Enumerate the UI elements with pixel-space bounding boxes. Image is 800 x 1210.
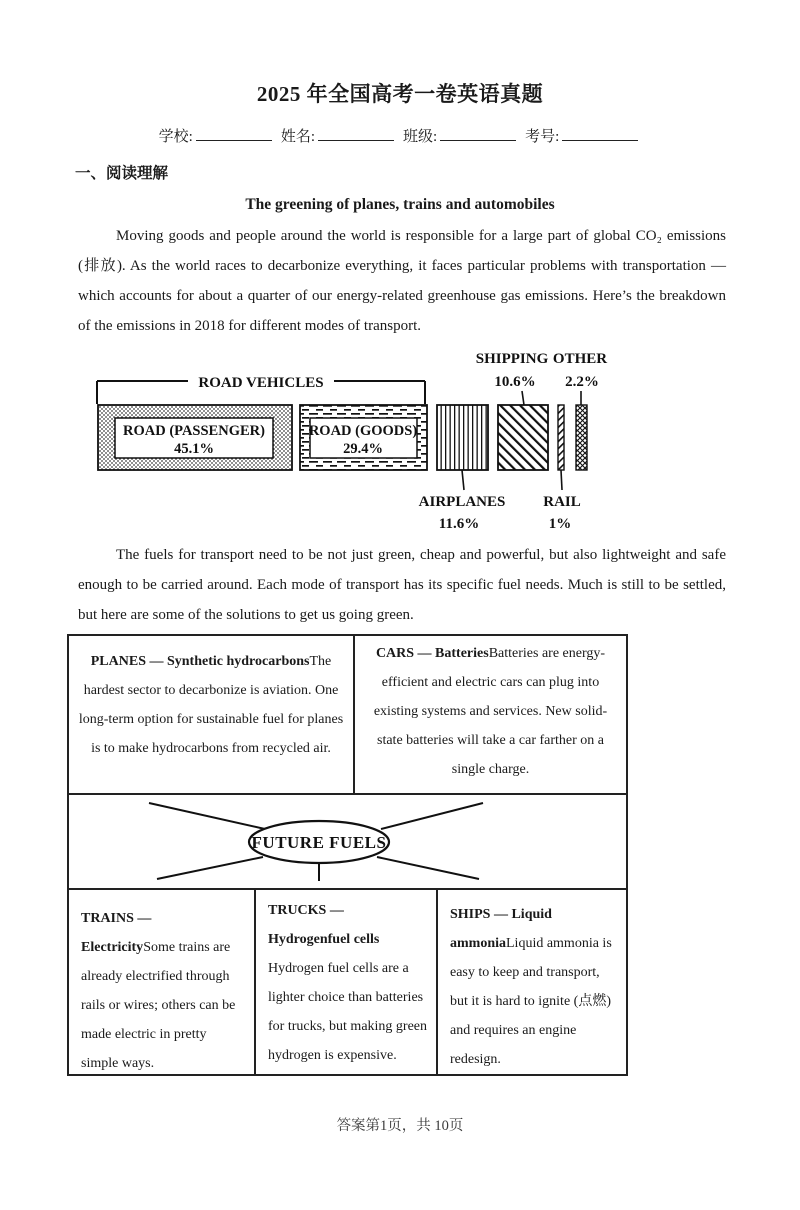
cars-body: Batteries are energy-efficient and electric cars can plug into existing systems and services. New solid-state batteries will take a car farther on a single charge.: [373, 646, 608, 777]
exam-no-label: 考号:: [525, 129, 560, 145]
goods-name: ROAD (GOODS): [308, 423, 418, 439]
airplanes-connector-line: [462, 470, 464, 490]
shipping-value: 10.6%: [494, 374, 536, 390]
trucks-heading: TRUCKS — Hydrogenfuel cells: [268, 903, 380, 947]
trains-cell: [69, 890, 256, 1074]
future-fuels-label: FUTURE FUELS: [251, 833, 387, 852]
emissions-chart: [85, 348, 800, 533]
paragraph-1: Moving goods and people around the world is responsible for a large part of global CO₂ emissions (排放). As the world races to decarbonize everything, it faces particular problems with transportation — which accounts for about a quarter of our energy-related greenhouse gas emissions. Here’s the breakdown of the emissions in 2018 for different modes of transport.: [78, 228, 726, 334]
page-footer: 答案第1页，共 10页: [336, 1118, 464, 1134]
table-row-center: [69, 795, 626, 890]
future-fuels-table: [67, 634, 628, 1076]
school-blank: [196, 126, 272, 141]
shipping-connector-line: [522, 391, 524, 405]
exam-page: [0, 78, 800, 1210]
section-heading: 一、阅读理解: [75, 165, 169, 182]
other-bar: [576, 405, 587, 470]
student-info-form: [0, 125, 800, 146]
future-fuels-diagram: [69, 795, 626, 888]
class-blank: [440, 126, 516, 141]
rail-bar: [558, 405, 564, 470]
shipping-label: SHIPPING: [475, 351, 549, 367]
airplanes-value: 11.6%: [438, 516, 480, 532]
spoke-top-right: [381, 803, 483, 829]
rail-value: 1%: [548, 516, 572, 532]
other-label: OTHER: [552, 351, 608, 367]
airplanes-bar: [437, 405, 488, 470]
exam-no-blank: [562, 126, 638, 141]
table-row-bottom: [69, 890, 626, 1074]
class-label: 班级:: [403, 129, 438, 145]
passenger-name: ROAD (PASSENGER): [123, 423, 265, 439]
planes-body: The hardest sector to decarbonize is aviation. One long-term option for sustainable fuel for planes is to make hydrocarbons from recycled air.: [78, 654, 344, 756]
spoke-bottom-right: [377, 857, 479, 879]
trucks-body: Hydrogen fuel cells are a lighter choice than batteries for trucks, but making green hydrogen is expensive.: [268, 961, 428, 1063]
ships-heading: SHIPS — Liquid ammonia: [450, 907, 552, 951]
road-vehicles-label: ROAD VEHICLES: [198, 375, 324, 391]
name-label: 姓名:: [280, 129, 315, 145]
ships-body: Liquid ammonia is easy to keep and transport, but it is hard to ignite (点燃) and requires an engine redesign.: [450, 936, 612, 1067]
spoke-top-left: [149, 803, 265, 829]
planes-cell: [69, 636, 355, 793]
goods-value: 29.4%: [343, 441, 383, 457]
name-blank: [318, 126, 394, 141]
planes-heading: PLANES — Synthetic hydrocarbons: [90, 654, 310, 669]
emissions-chart-svg: [85, 348, 625, 533]
spoke-bottom-left: [157, 857, 263, 879]
table-row-top: [69, 636, 626, 795]
cars-heading: CARS — Batteries: [375, 646, 489, 661]
other-value: 2.2%: [565, 374, 599, 390]
trains-heading: TRAINS — Electricity: [81, 911, 152, 955]
ships-cell: [438, 890, 626, 1074]
article-title: The greening of planes, trains and automobiles: [245, 196, 555, 213]
rail-label: RAIL: [543, 494, 581, 510]
paragraph-2: The fuels for transport need to be not just green, cheap and powerful, but also lightweight and safe enough to be carried around. Each mode of transport has its specific fuel needs. Much is still to be settled, but here are some of the solutions to get us going green.: [78, 547, 726, 623]
trains-body: Some trains are already electrified through rails or wires; others can be made electric in pretty simple ways.: [81, 940, 236, 1071]
page-title: 2025 年全国高考一卷英语真题: [256, 82, 544, 106]
trucks-cell: [256, 890, 438, 1074]
passenger-value: 45.1%: [174, 441, 214, 457]
school-label: 学校:: [158, 129, 193, 145]
cars-cell: [355, 636, 626, 793]
shipping-bar: [498, 405, 548, 470]
rail-connector-line: [561, 470, 562, 490]
airplanes-label: AIRPLANES: [418, 494, 506, 510]
